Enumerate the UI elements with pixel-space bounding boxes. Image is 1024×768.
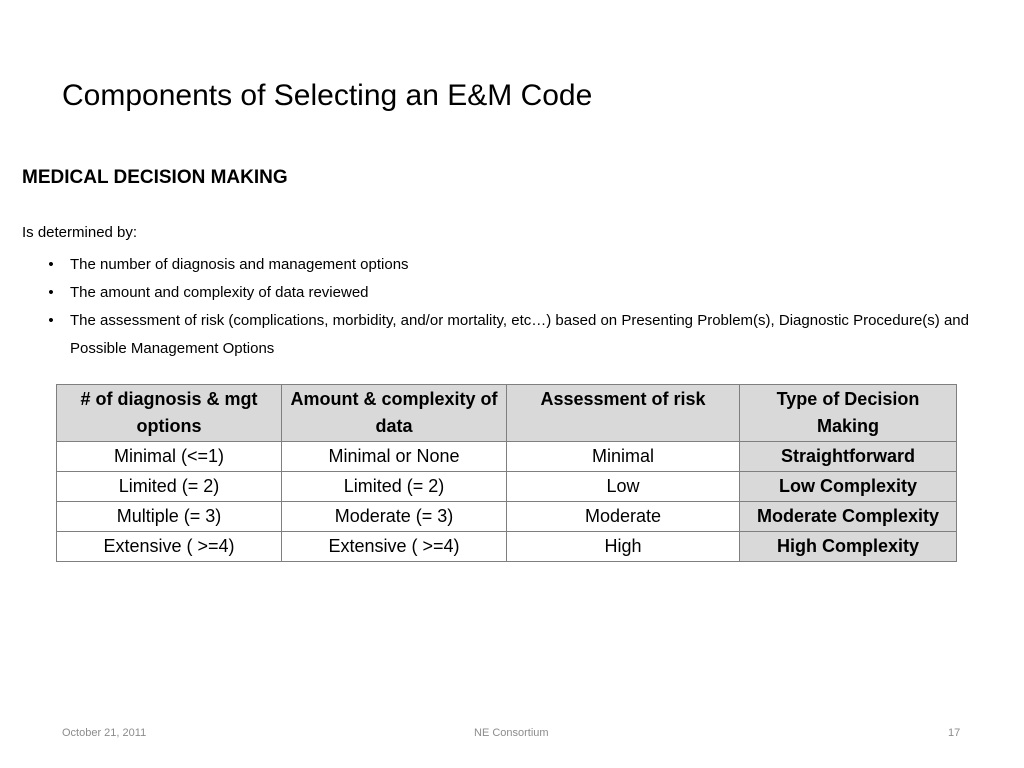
list-item xyxy=(46,279,996,307)
table-cell: Extensive ( >=4) xyxy=(282,532,507,562)
bullet-text: The assessment of risk (complications, morbidity, and/or mortality, etc…) based on Presenting Problem(s), Diagnostic Procedure(s) and Possible Management Options xyxy=(70,312,969,357)
table-header-row xyxy=(57,385,957,442)
bullet-icon: • xyxy=(48,284,54,301)
header-decision-type: Type of Decision Making xyxy=(740,385,957,442)
table-row xyxy=(57,472,957,502)
header-risk-assessment: Assessment of risk xyxy=(507,385,740,442)
footer-date: October 21, 2011 xyxy=(62,727,147,739)
bullet-text: The amount and complexity of data reviewed xyxy=(70,284,369,301)
bullet-text: The number of diagnosis and management options xyxy=(70,256,409,273)
bullet-icon: • xyxy=(48,256,54,273)
table-cell: Moderate xyxy=(507,502,740,532)
list-item xyxy=(46,307,996,363)
decision-type-cell: Low Complexity xyxy=(740,472,957,502)
table-cell: Limited (= 2) xyxy=(282,472,507,502)
intro-text: Is determined by: xyxy=(22,224,138,241)
table-row xyxy=(57,442,957,472)
page-number: 17 xyxy=(948,727,961,739)
table-cell: Minimal xyxy=(507,442,740,472)
decision-type-cell: High Complexity xyxy=(740,532,957,562)
footer-organization: NE Consortium xyxy=(474,727,549,739)
table-cell: Multiple (= 3) xyxy=(57,502,282,532)
table-row xyxy=(57,502,957,532)
table-cell: Low xyxy=(507,472,740,502)
table-cell: Minimal (<=1) xyxy=(57,442,282,472)
header-diagnosis-options: # of diagnosis & mgt options xyxy=(57,385,282,442)
table-cell: Limited (= 2) xyxy=(57,472,282,502)
table-cell: Moderate (= 3) xyxy=(282,502,507,532)
slide-title: Components of Selecting an E&M Code xyxy=(62,79,593,112)
decision-type-cell: Moderate Complexity xyxy=(740,502,957,532)
bullet-list xyxy=(46,251,996,363)
list-item xyxy=(46,251,996,279)
table-cell: Minimal or None xyxy=(282,442,507,472)
table-row xyxy=(57,532,957,562)
bullet-icon: • xyxy=(48,312,54,329)
header-data-complexity: Amount & complexity of data xyxy=(282,385,507,442)
decision-table xyxy=(56,384,957,562)
table-cell: High xyxy=(507,532,740,562)
table-cell: Extensive ( >=4) xyxy=(57,532,282,562)
section-heading: MEDICAL DECISION MAKING xyxy=(22,167,288,188)
decision-type-cell: Straightforward xyxy=(740,442,957,472)
